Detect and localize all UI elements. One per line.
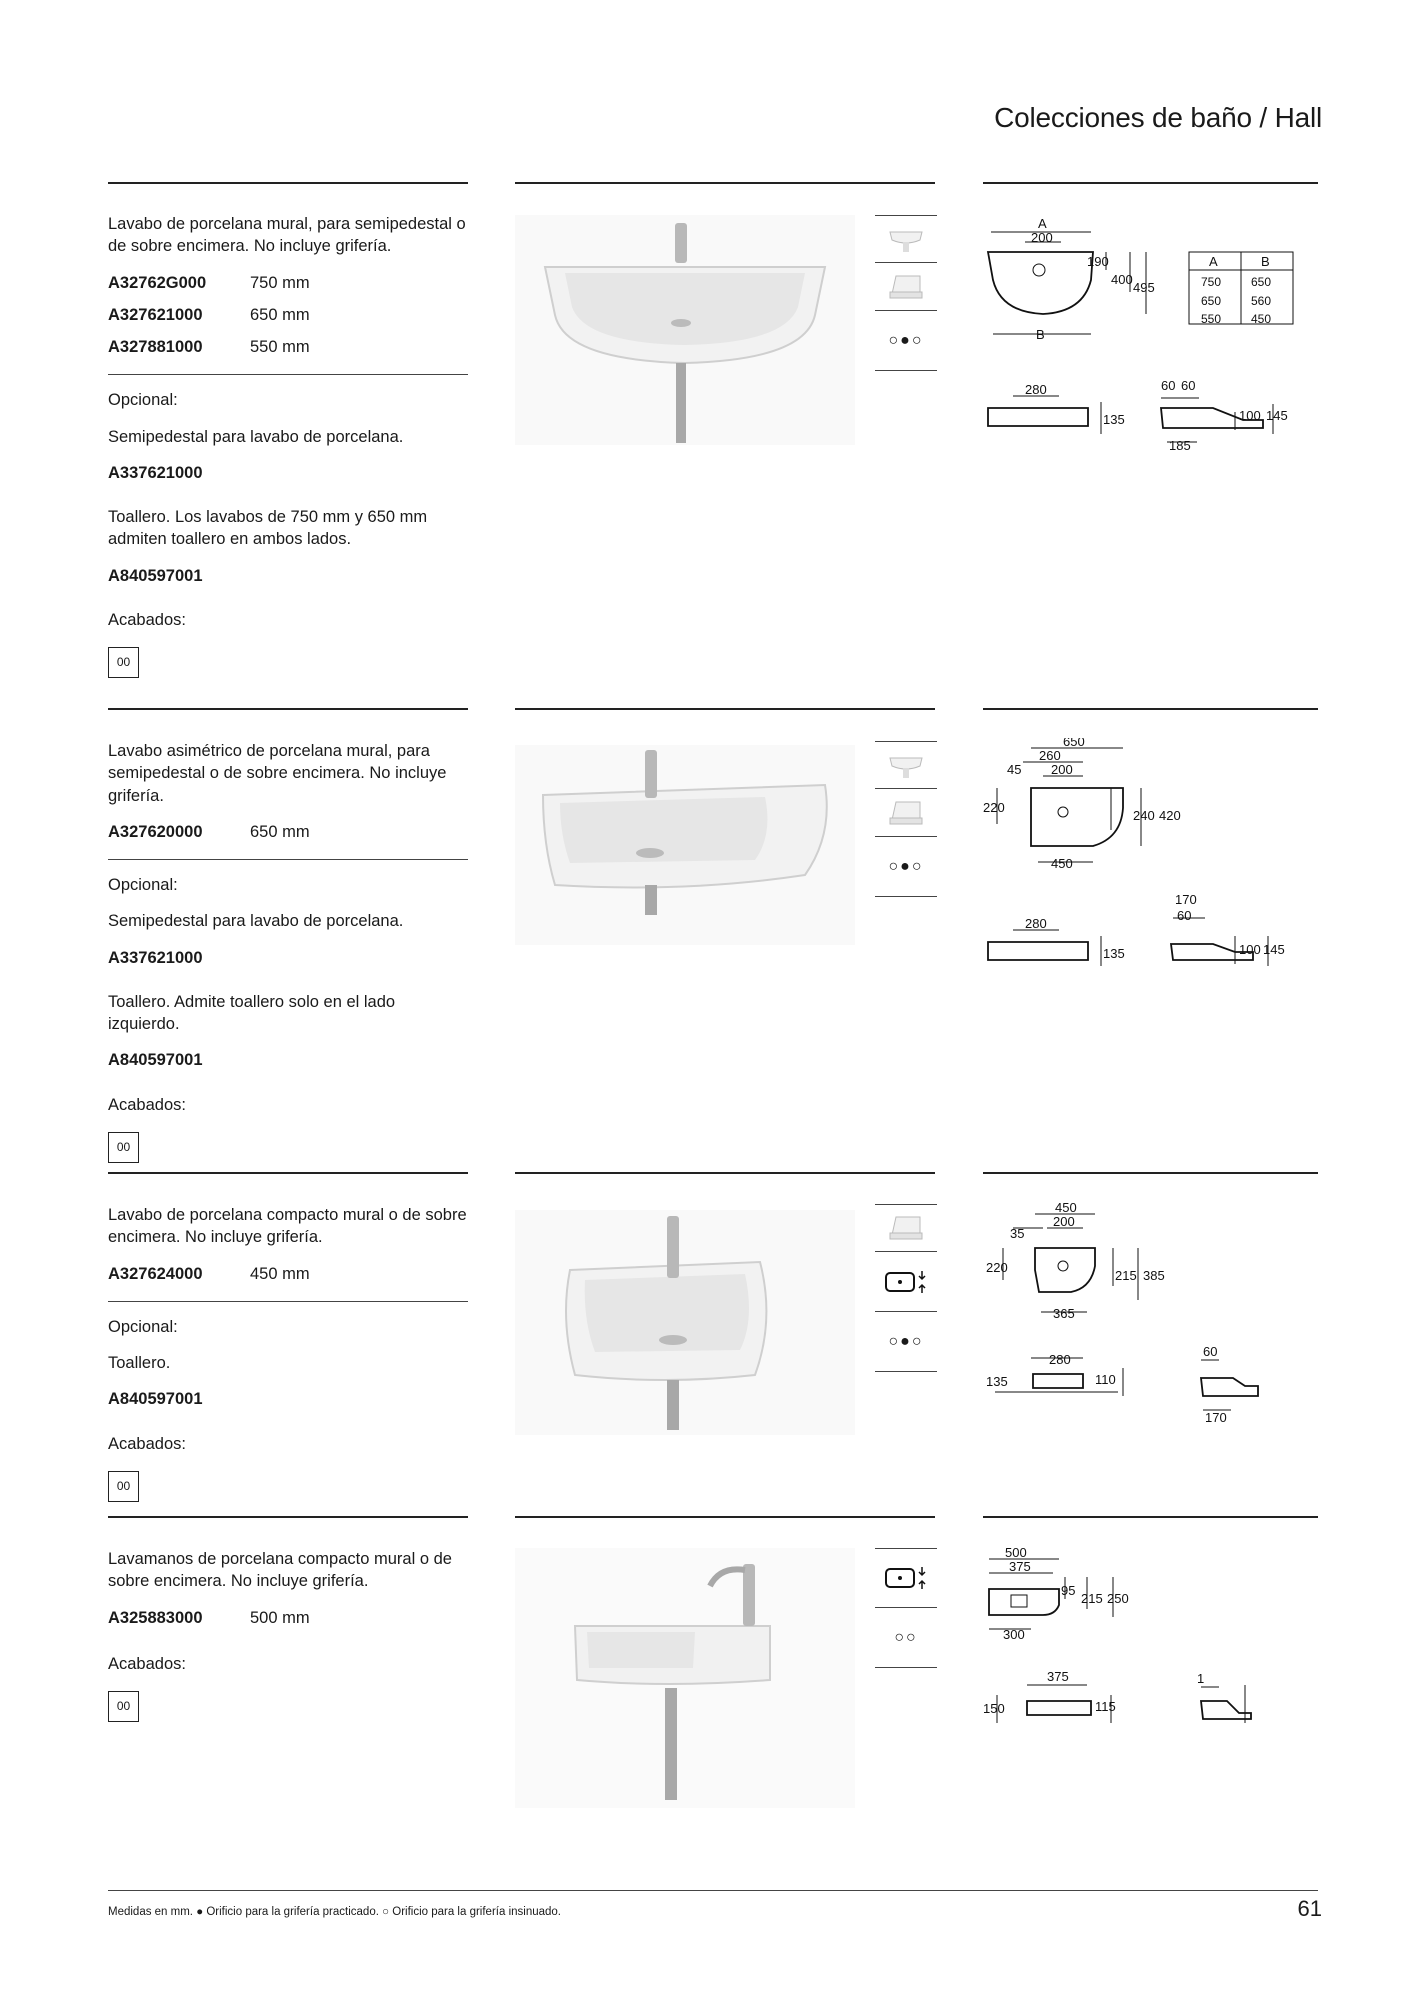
finishes-label: Acabados: [108, 1095, 186, 1114]
dim-label: 450 [1051, 856, 1073, 871]
dim-label: 280 [1025, 916, 1047, 931]
dim-label: 215 [1115, 1268, 1137, 1283]
product-code: A327881000 [108, 338, 203, 357]
tap-holes-icon: ○●○ [875, 1312, 937, 1372]
section-rule [515, 708, 935, 710]
dim-label: 650 [1063, 738, 1085, 749]
product-code: A327621000 [108, 305, 203, 324]
dim-label: 450 [1055, 1200, 1077, 1215]
finishes-label: Acabados: [108, 610, 186, 629]
product-icons [875, 1204, 937, 1372]
technical-drawing [983, 1545, 1318, 1745]
code-row [108, 1607, 468, 1629]
table-header: B [1261, 254, 1270, 269]
section-rule [983, 1516, 1318, 1518]
footer-rule [108, 1890, 1318, 1891]
dim-label: 145 [1266, 408, 1288, 423]
code-row [108, 821, 468, 843]
optional-code: A337621000 [108, 948, 203, 967]
optional-code: A840597001 [108, 566, 203, 585]
washbasin-image [515, 215, 855, 445]
optional-text: Semipedestal para lavabo de porcelana. [108, 912, 404, 931]
dimension-drawing [983, 1200, 1318, 1430]
dim-label: 500 [1005, 1545, 1027, 1560]
wall-mount-icon [875, 1548, 937, 1608]
dim-label: 170 [1205, 1410, 1227, 1425]
optional-text: Toallero. Admite toallero solo en el lado izquierdo. [108, 992, 396, 1034]
table-cell: 650 [1251, 275, 1272, 289]
divider [108, 374, 468, 375]
dim-label: 135 [1103, 412, 1125, 427]
finish-swatch: 00 [108, 647, 139, 678]
section-rule [983, 1172, 1318, 1174]
dim-label: 135 [986, 1374, 1008, 1389]
dim-label: 375 [1009, 1559, 1031, 1574]
semipedestal-icon [875, 741, 937, 789]
code-row [108, 1263, 468, 1285]
dim-label: B [1036, 327, 1045, 342]
product-description: Lavabo asimétrico de porcelana mural, para semipedestal o de sobre encimera. No incluye grifería. [108, 742, 447, 805]
code-row [108, 336, 468, 358]
semipedestal-icon [875, 215, 937, 263]
section-rule [515, 1172, 935, 1174]
technical-drawing [983, 212, 1318, 462]
product-size: 450 mm [250, 1264, 310, 1283]
product-codes [108, 821, 468, 843]
finish-swatch: 00 [108, 1471, 139, 1502]
dimension-drawing [983, 738, 1318, 988]
section-rule [108, 1172, 468, 1174]
technical-drawing [983, 1200, 1318, 1430]
table-cell: 650 [1201, 294, 1222, 308]
optional-code: A840597001 [108, 1051, 203, 1070]
page-number: 61 [1297, 1896, 1322, 1921]
dim-label: 215 [1081, 1591, 1103, 1606]
optional-text: Toallero. [108, 1354, 171, 1373]
dim-label: 250 [1107, 1591, 1129, 1606]
product-photo [515, 1548, 855, 1808]
table-cell: 450 [1251, 312, 1272, 326]
washbasin-image [515, 1210, 855, 1435]
washbasin-image [515, 1548, 855, 1808]
product-size: 650 mm [250, 305, 310, 324]
section-rule [108, 1516, 468, 1518]
product-icons [875, 1548, 937, 1668]
product-icons [875, 741, 937, 897]
washbasin-image [515, 745, 855, 945]
finish-swatch: 00 [108, 1132, 139, 1163]
product-4-info [108, 1548, 468, 1722]
optional-label: Opcional: [108, 1317, 178, 1336]
dim-label: 45 [1007, 762, 1022, 777]
wall-mount-icon [875, 1252, 937, 1312]
dim-label: 110 [1095, 1372, 1116, 1387]
product-code: A327620000 [108, 822, 203, 841]
technical-drawing [983, 738, 1318, 988]
dim-label: 240 [1133, 808, 1155, 823]
product-codes [108, 1607, 468, 1629]
product-code: A327624000 [108, 1264, 203, 1283]
section-rule [983, 708, 1318, 710]
table-cell: 550 [1201, 312, 1222, 326]
dim-label: 135 [1103, 946, 1125, 961]
product-description: Lavamanos de porcelana compacto mural o de sobre encimera. No incluye grifería. [108, 1550, 452, 1591]
product-2-info [108, 740, 468, 1163]
product-photo [515, 1210, 855, 1435]
dim-label: 100 [1239, 942, 1261, 957]
dim-label: 200 [1053, 1214, 1075, 1229]
countertop-icon [875, 1204, 937, 1252]
dim-label: 300 [1003, 1627, 1025, 1642]
dim-label: 95 [1061, 1583, 1076, 1598]
section-rule [515, 1516, 935, 1518]
product-codes [108, 1263, 468, 1285]
section-rule [108, 182, 468, 184]
tap-holes-icon: ○○ [875, 1608, 937, 1668]
finish-swatch: 00 [108, 1691, 139, 1722]
dimension-drawing [983, 212, 1318, 462]
dim-label: 60 [1203, 1344, 1218, 1359]
dimension-drawing [983, 1545, 1318, 1745]
dim-label: 190 [1087, 254, 1109, 269]
optional-label: Opcional: [108, 876, 178, 895]
dim-label: 280 [1025, 382, 1047, 397]
divider [108, 1301, 468, 1302]
dim-label: 145 [1263, 942, 1285, 957]
product-code: A325883000 [108, 1608, 203, 1627]
code-row [108, 272, 468, 294]
product-photo [515, 215, 855, 445]
dim-label: 150 [983, 1701, 1005, 1716]
dim-label: 280 [1049, 1352, 1071, 1367]
product-description: Lavabo de porcelana compacto mural o de sobre encimera. No incluye grifería. [108, 1206, 467, 1247]
finishes-label: Acabados: [108, 1654, 186, 1673]
dim-label: 100 [1239, 408, 1261, 423]
dim-label: 385 [1143, 1268, 1165, 1283]
table-cell: 750 [1201, 275, 1222, 289]
product-description: Lavabo de porcelana mural, para semipedestal o de sobre encimera. No incluye grifería. [108, 215, 466, 256]
section-rule [108, 708, 468, 710]
optional-text: Semipedestal para lavabo de porcelana. [108, 427, 404, 446]
divider [108, 859, 468, 860]
product-size: 650 mm [250, 822, 310, 841]
countertop-icon [875, 789, 937, 837]
table-header: A [1209, 254, 1218, 269]
dim-label: 420 [1159, 808, 1181, 823]
countertop-icon [875, 263, 937, 311]
dim-label: 200 [1051, 762, 1073, 777]
product-size: 500 mm [250, 1608, 310, 1627]
table-cell: 560 [1251, 294, 1272, 308]
dim-label: 220 [986, 1260, 1008, 1275]
product-photo [515, 745, 855, 945]
dim-label: 60 [1181, 378, 1196, 393]
product-icons [875, 215, 937, 371]
footer-note: Medidas en mm. ● Orificio para la grifería practicado. ○ Orificio para la grifería insinuado. [108, 1906, 561, 1918]
dim-label: 375 [1047, 1669, 1069, 1684]
section-rule [515, 182, 935, 184]
dim-label: 495 [1133, 280, 1155, 295]
dim-label: 35 [1010, 1226, 1025, 1241]
product-code: A32762G000 [108, 273, 207, 292]
optional-text: Toallero. Los lavabos de 750 mm y 650 mm admiten toallero en ambos lados. [108, 508, 428, 549]
dim-label: 170 [1175, 892, 1197, 907]
dim-label: 200 [1031, 230, 1053, 245]
section-rule [983, 182, 1318, 184]
dim-label: 400 [1111, 272, 1133, 287]
dim-label: 220 [983, 800, 1005, 815]
tap-holes-icon: ○●○ [875, 311, 937, 371]
dim-label: A [1038, 216, 1047, 231]
product-size: 750 mm [250, 273, 310, 292]
dim-label: 1 [1197, 1671, 1205, 1686]
optional-label: Opcional: [108, 391, 178, 410]
page-title: Colecciones de baño / Hall [994, 102, 1322, 133]
optional-code: A840597001 [108, 1390, 203, 1409]
product-codes [108, 272, 468, 359]
code-row [108, 304, 468, 326]
dim-label: 185 [1169, 438, 1191, 453]
dim-label: 260 [1039, 748, 1061, 763]
product-size: 550 mm [250, 338, 310, 357]
dim-label: 365 [1053, 1306, 1075, 1321]
optional-code: A337621000 [108, 463, 203, 482]
product-3-info [108, 1204, 468, 1502]
finishes-label: Acabados: [108, 1434, 186, 1453]
dim-label: 60 [1177, 908, 1192, 923]
product-1-info [108, 213, 468, 678]
dim-label: 115 [1095, 1699, 1116, 1714]
dim-label: 60 [1161, 378, 1176, 393]
tap-holes-icon: ○●○ [875, 837, 937, 897]
